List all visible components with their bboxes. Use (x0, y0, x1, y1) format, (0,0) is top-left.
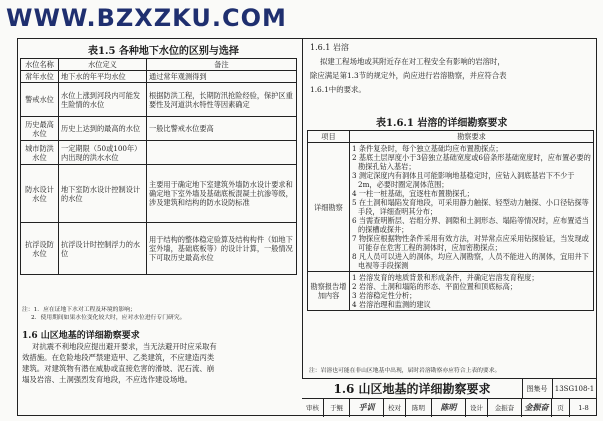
groundwater-level-table (20, 58, 297, 275)
water-level-remark: 通过常年观测得到 (147, 71, 297, 83)
water-level-remark: 根据防洪工程，长期防汛抢险经验，保护区重要性及河道洪水特性等因素确定 (147, 83, 297, 117)
survey-requirements (350, 143, 594, 272)
table-row (21, 141, 297, 165)
table-row (21, 223, 297, 275)
section161-line: 拟建工程场地或其附近存在对工程安全有影响的岩溶时， (320, 57, 505, 66)
signature: 金振奋 (522, 399, 552, 417)
table-row (308, 272, 594, 311)
table15-caption: 表1.5 各种地下水位的区别与选择 (88, 46, 239, 57)
table161-note: 注：岩溶也可能在非山区地基中出现，届时岩溶勘察亦应符合上表的要求。 (309, 368, 501, 374)
water-level-definition: 水位上涨到河段内可能发生险情的水位 (59, 83, 147, 117)
list-item: 8 凡人员可以进入的洞体，均应入洞勘察，人员不能进入的洞体，宜用井下电视等手段探测 (352, 252, 589, 270)
signature: 乎训 (350, 399, 384, 417)
table-row (21, 165, 297, 223)
section161-heading: 1.6.1 岩溶 (310, 43, 349, 52)
signature: 陈明 (432, 399, 466, 417)
table-row (21, 71, 297, 83)
list-item: 4 一柱一桩基础，宜逐柱布置勘探孔； (352, 189, 474, 198)
page-number: 1-8 (578, 404, 589, 412)
table15-note-2: 2．使用期间如果水位变化较大时，应对水位进行专门研究。 (31, 315, 186, 321)
signature-row-cell: 审核 (302, 399, 324, 417)
table15-header-cell: 水位名称 (21, 59, 59, 71)
watermark-text: WWW.BZXZKU.COM (6, 4, 287, 32)
table15-header-cell: 水位定义 (59, 59, 147, 71)
table161-header-cell: 勘察要求 (350, 131, 594, 143)
water-level-definition: 一定期限（50或100年）内出现的洪水水位 (59, 141, 147, 165)
list-item: 2 岩溶、土洞和塌陷的形态、平面位置和顶底标高； (352, 282, 517, 291)
table-row (21, 117, 297, 141)
water-level-remark (147, 141, 297, 165)
page-label: 页 (552, 399, 570, 417)
signature-row-cell: 设计 (466, 399, 488, 417)
water-level-name: 防水设计水位 (21, 165, 59, 223)
signature-row-cell: 校对 (384, 399, 406, 417)
signature-row-cell: 金振奋 (488, 399, 522, 417)
table161-header-cell: 项目 (308, 131, 350, 143)
list-item: 1 岩溶发育的地质背景和形成条件，并确定岩溶发育程度； (352, 273, 539, 282)
survey-item-label: 勘察报告增加内容 (308, 272, 350, 311)
section16-line: 对抗震不利地段应提出避开要求，当无法避开时应采取有 (32, 342, 217, 351)
atlas-number: 13SG108-1 (552, 378, 597, 399)
karst-survey-table (307, 130, 594, 311)
table-row (308, 143, 594, 272)
water-level-name: 城市防洪水位 (21, 141, 59, 165)
water-level-name: 警戒水位 (21, 83, 59, 117)
list-item: 2 基底土层厚度小于3倍独立基础宽度或6倍条形基础宽度时，应布置必要的勘探孔钻入基岩； (352, 153, 591, 171)
signature-row (302, 398, 597, 417)
table15-header-row (21, 59, 297, 71)
water-level-name: 常年水位 (21, 71, 59, 83)
water-level-definition: 地下室防水设计控制设计的水位 (59, 165, 147, 223)
title-block (302, 378, 597, 416)
atlas-number-label: 图集号 (522, 378, 553, 399)
list-item: 4 岩溶治理和监测的建议 (352, 300, 431, 309)
section16-line: 塌及岩溶、土洞强烈发育地段，不应选作建设场地。 (22, 375, 192, 384)
title-block-title: 1.6 山区地基的详细勘察要求 (302, 378, 523, 399)
table15-header-cell: 备注 (147, 59, 297, 71)
water-level-definition: 地下水的年平均水位 (59, 71, 147, 83)
section161-line: 除应满足第1.3节的规定外，尚应进行岩溶勘察，并应符合表 (310, 71, 507, 80)
table15-note-1: 注：1．应在证地下水对工程及环境的影响； (22, 307, 136, 313)
section161-line: 1.6.1中的要求。 (310, 85, 366, 94)
water-level-remark: 一般比警戒水位要高 (147, 117, 297, 141)
list-item: 1 条件复杂时，每个独立基础均应布置勘探点； (352, 144, 503, 153)
water-level-definition: 历史上达到的最高的水位 (59, 117, 147, 141)
list-item: 7 物探应根据物性条件采用有效方法，对异常点应采用钻探验证，当发现或可能存在危害工程的洞体时，应加密勘探点； (352, 234, 589, 252)
list-item: 3 岩溶稳定性分析； (352, 291, 417, 300)
survey-item-label: 详细勘察 (308, 143, 350, 272)
table-row (21, 83, 297, 117)
section16-heading: 1.6 山区地基的详细勘察要求 (22, 331, 140, 341)
water-level-name: 抗浮设防水位 (21, 223, 59, 275)
column-divider (302, 38, 303, 378)
list-item: 3 测定深度内有洞体且可能影响地基稳定时，应钻入洞底基岩下不少于2m，必要时圈定洞体范围； (352, 171, 575, 189)
signature-row-cell: 陈明 (406, 399, 432, 417)
table161-header-row (308, 131, 594, 143)
water-level-remark: 主要用于确定地下室建筑外墙防水设计要求和确定地下室外墙及基础底板混凝土抗渗等级，涉及建筑和结构的防水设防标准 (147, 165, 297, 223)
water-level-definition: 抗浮设计时控制浮力的水位 (59, 223, 147, 275)
list-item: 5 在土洞和塌陷发育地段，可采用静力触探、轻型动力触探、小口径钻探等手段，详细查明其分布； (352, 198, 589, 216)
survey-requirements (350, 272, 594, 311)
section16-line: 建筑。对建筑物有潜在威胁或直接危害的滑坡、泥石流、崩 (22, 364, 215, 373)
water-level-name: 历史最高水位 (21, 117, 59, 141)
list-item: 6 当需查明断层、岩组分界、洞隙和土洞形态、塌陷等情况时，应布置适当的探槽或探井； (352, 216, 589, 234)
signature-row-cell: 于鲲 (324, 399, 350, 417)
section16-line: 效措施。在危险地段严禁建造甲、乙类建筑，不应建造丙类 (22, 353, 215, 362)
table161-caption: 表1.6.1 岩溶的详细勘察要求 (376, 118, 508, 129)
water-level-remark: 用于结构的整体稳定验算及结构构件（如地下室外墙，基础底板等）的设计计算，一般情况下可取历史最高水位 (147, 223, 297, 275)
